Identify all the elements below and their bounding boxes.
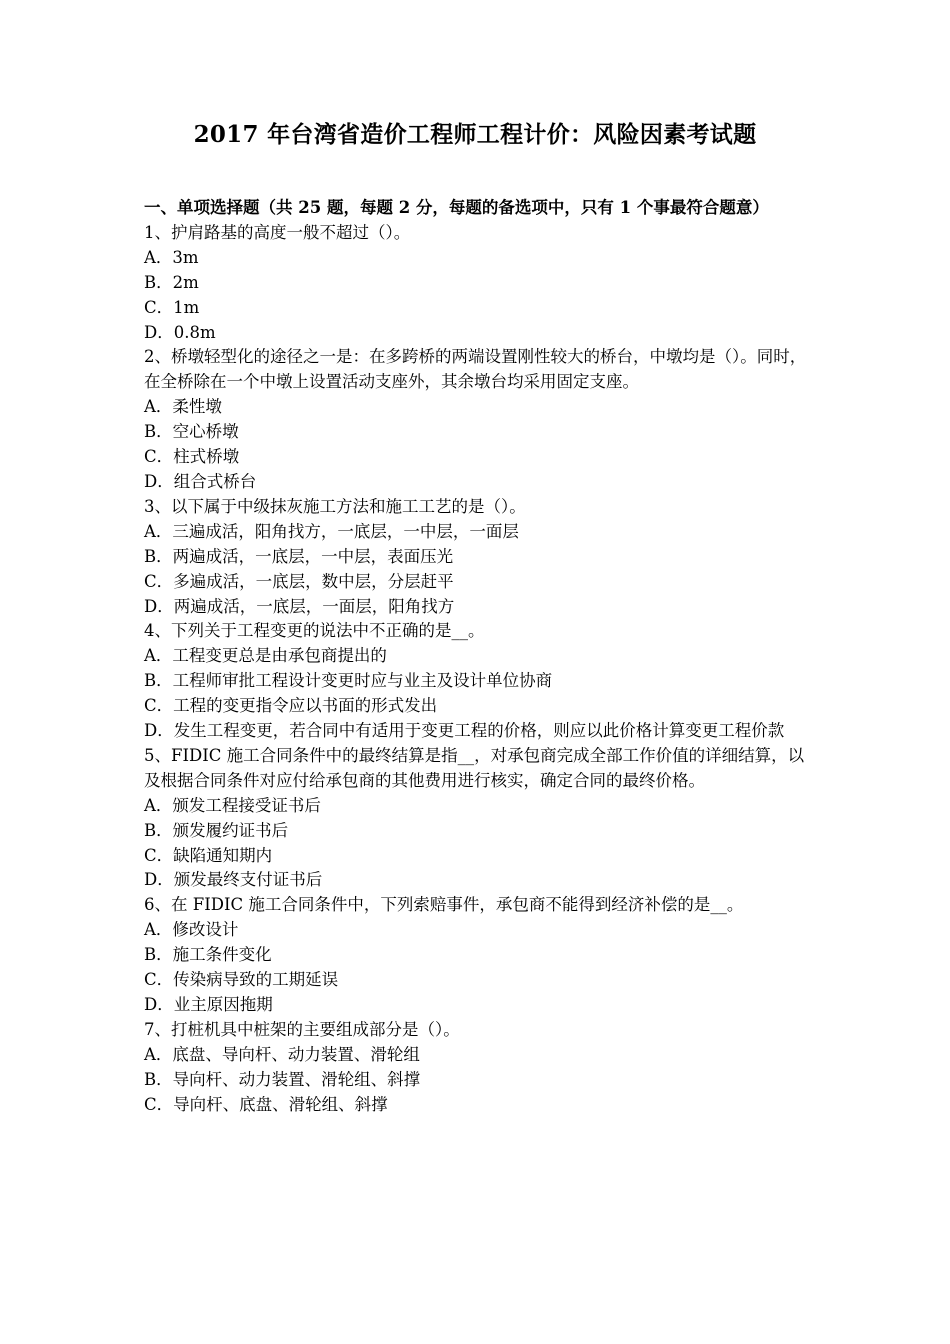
answer-option: D．发生工程变更，若合同中有适用于变更工程的价格，则应以此价格计算变更工程价款 — [144, 721, 785, 741]
answer-option: B．空心桥墩 — [144, 422, 239, 442]
answer-option: D．颁发最终支付证书后 — [144, 870, 323, 890]
question-text: 3、以下属于中级抹灰施工方法和施工工艺的是（）。 — [144, 496, 526, 516]
answer-option: A．柔性墩 — [144, 397, 222, 417]
question-5 — [144, 744, 808, 893]
answer-option: D．业主原因拖期 — [144, 995, 273, 1014]
answer-option: A．修改设计 — [144, 920, 239, 940]
answer-option: C．柱式桥墩 — [144, 447, 240, 467]
question-6 — [144, 893, 808, 1018]
question-4 — [144, 619, 808, 744]
answer-option: C．导向杆、底盘、滑轮组、斜撑 — [144, 1094, 388, 1114]
answer-option: D．组合式桥台 — [144, 471, 257, 491]
answer-option: C．1m — [144, 297, 200, 317]
answer-option: A．3m — [144, 247, 199, 267]
question-text: 6、在 FIDIC 施工合同条件中，下列索赔事件，承包商不能得到经济补偿的是__。 — [144, 895, 744, 915]
answer-option: A．三遍成活，阳角找方，一底层，一中层，一面层 — [144, 521, 519, 541]
question-text: 7、打桩机具中桩架的主要组成部分是（）。 — [144, 1019, 460, 1039]
answer-option: A．底盘、导向杆、动力装置、滑轮组 — [144, 1044, 420, 1064]
question-3 — [144, 495, 808, 620]
question-text: 1、护肩路基的高度一般不超过（）。 — [144, 222, 411, 242]
answer-option: B．2m — [144, 272, 199, 292]
question-text: 5、FIDIC 施工合同条件中的最终结算是指__，对承包商完成全部工作价值的详细结算，以及根据合同条件对应付给承包商的其他费用进行核实，确定合同的最终价格。 — [144, 745, 805, 790]
answer-option: B．颁发履约证书后 — [144, 820, 289, 840]
section-heading: 一、单项选择题（共 25 题，每题 2 分，每题的备选项中，只有 1 个事最符合题意） — [144, 198, 769, 217]
answer-option: D．0.8m — [144, 322, 216, 342]
answer-option: C．传染病导致的工期延误 — [144, 970, 339, 990]
answer-option: B．施工条件变化 — [144, 945, 272, 965]
answer-option: C．多遍成活，一底层，数中层，分层赶平 — [144, 571, 454, 591]
question-text: 4、下列关于工程变更的说法中不正确的是__。 — [144, 621, 485, 641]
document-body — [144, 196, 808, 1118]
answer-option: B．两遍成活，一底层，一中层，表面压光 — [144, 546, 454, 566]
answer-option: C．缺陷通知期内 — [144, 845, 273, 865]
answer-option: B．导向杆、动力装置、滑轮组、斜撑 — [144, 1069, 421, 1089]
answer-option: D．两遍成活，一底层，一面层，阳角找方 — [144, 596, 455, 616]
answer-option: B．工程师审批工程设计变更时应与业主及设计单位协商 — [144, 671, 553, 691]
answer-option: A．颁发工程接受证书后 — [144, 795, 321, 815]
question-7 — [144, 1018, 808, 1118]
document-title: 2017 年台湾省造价工程师工程计价：风险因素考试题 — [193, 121, 757, 148]
question-list — [144, 221, 808, 1118]
answer-option: C．工程的变更指令应以书面的形式发出 — [144, 696, 438, 716]
question-2 — [144, 345, 808, 494]
question-text: 2、桥墩轻型化的途径之一是：在多跨桥的两端设置刚性较大的桥台，中墩均是（）。同时，在全桥除在一个中墩上设置活动支座外，其余墩台均采用固定支座。 — [144, 347, 807, 392]
answer-option: A．工程变更总是由承包商提出的 — [144, 646, 387, 666]
question-1 — [144, 221, 808, 346]
